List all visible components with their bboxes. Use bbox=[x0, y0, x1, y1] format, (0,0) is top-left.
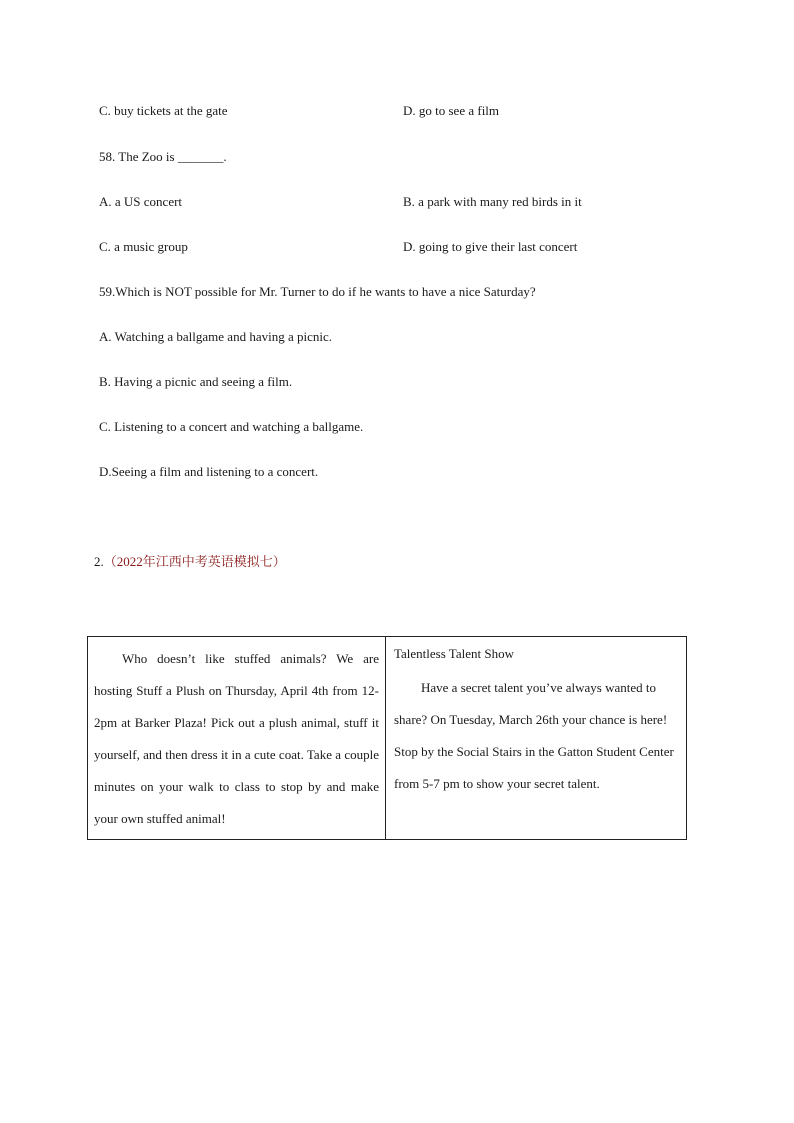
notice-table bbox=[87, 636, 687, 840]
q59-stem: 59.Which is NOT possible for Mr. Turner to do if he wants to have a nice Saturday? bbox=[99, 284, 536, 299]
notice-left-text: Who doesn’t like stuffed animals? We are hosting Stuff a Plush on Thursday, April 4th from 12-2pm at Barker Plaza! Pick out a plush animal, stuff it yourself, and then dress it in a cute coat. Take a couple minutes on your walk to class to stop by and make your own stuffed animal! bbox=[94, 651, 379, 826]
q59-option-c: C. Listening to a concert and watching a ballgame. bbox=[99, 419, 364, 434]
section-2-heading bbox=[94, 554, 286, 570]
notice-talent-show bbox=[386, 637, 686, 839]
notice-right-title: Talentless Talent Show bbox=[394, 646, 514, 661]
section-2-number: 2. bbox=[94, 554, 104, 569]
q58-option-c: C. a music group bbox=[99, 239, 188, 254]
q58-option-b: B. a park with many red birds in it bbox=[403, 194, 582, 209]
q57-option-d: D. go to see a film bbox=[403, 103, 500, 118]
q58-option-d: D. going to give their last concert bbox=[403, 239, 578, 254]
q58-stem: 58. The Zoo is _______. bbox=[99, 149, 227, 164]
q58-option-a: A. a US concert bbox=[99, 194, 183, 209]
notice-stuff-a-plush bbox=[88, 637, 386, 839]
q57-option-c: C. buy tickets at the gate bbox=[99, 103, 228, 118]
notice-right-text: Have a secret talent you’ve always wanted to share? On Tuesday, March 26th your chance is here! Stop by the Social Stairs in the Gatton Student Center from 5-7 pm to show your secret talent. bbox=[394, 680, 674, 791]
q59-option-a: A. Watching a ballgame and having a picnic. bbox=[99, 329, 332, 344]
section-2-source: （2022年江西中考英语模拟七） bbox=[103, 554, 286, 569]
q59-option-d: D.Seeing a film and listening to a concert. bbox=[99, 464, 319, 479]
q59-option-b: B. Having a picnic and seeing a film. bbox=[99, 374, 293, 389]
